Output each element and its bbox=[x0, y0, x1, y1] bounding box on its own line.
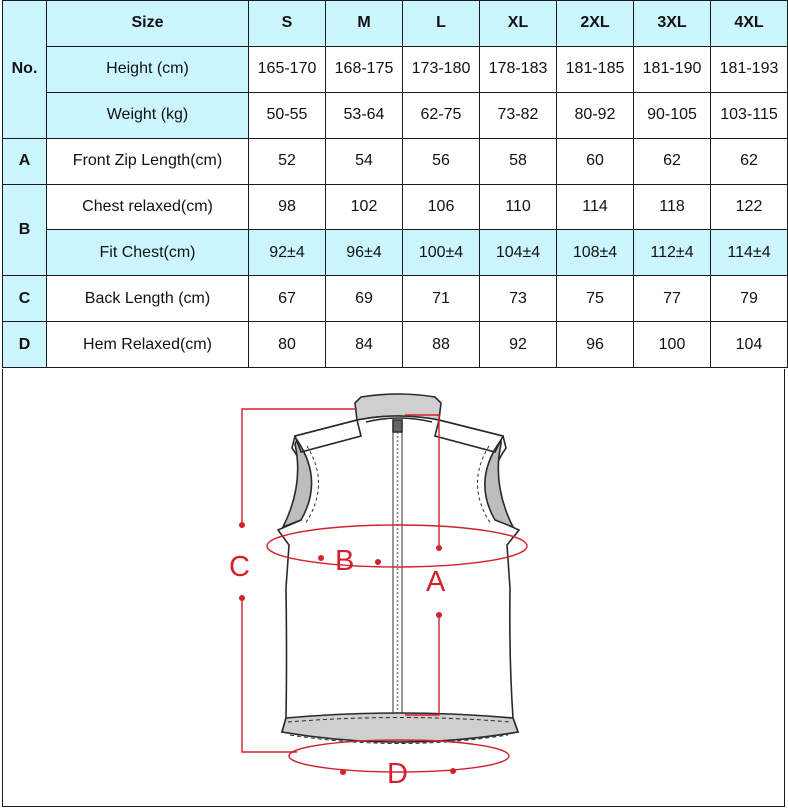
table-row bbox=[3, 92, 788, 138]
table-cell: 100±4 bbox=[403, 230, 480, 276]
table-cell: 92±4 bbox=[249, 230, 326, 276]
table-cell: 71 bbox=[403, 276, 480, 322]
table-row bbox=[3, 322, 788, 368]
row-label: Hem Relaxed(cm) bbox=[47, 322, 249, 368]
label-a: A bbox=[426, 566, 446, 598]
table-cell: 53-64 bbox=[326, 92, 403, 138]
table-cell: 75 bbox=[557, 276, 634, 322]
table-cell: 90-105 bbox=[634, 92, 711, 138]
size-header-2xl: 2XL bbox=[557, 1, 634, 47]
row-label: Front Zip Length(cm) bbox=[47, 138, 249, 184]
table-cell: 100 bbox=[634, 322, 711, 368]
table-cell: 108±4 bbox=[557, 230, 634, 276]
table-cell: 56 bbox=[403, 138, 480, 184]
table-cell: 80 bbox=[249, 322, 326, 368]
table-cell: 62 bbox=[634, 138, 711, 184]
table-cell: 67 bbox=[249, 276, 326, 322]
table-cell: 80-92 bbox=[557, 92, 634, 138]
table-row bbox=[3, 46, 788, 92]
table-cell: 168-175 bbox=[326, 46, 403, 92]
table-cell: 110 bbox=[480, 184, 557, 230]
table-cell: 52 bbox=[249, 138, 326, 184]
row-code: C bbox=[3, 276, 47, 322]
table-cell: 58 bbox=[480, 138, 557, 184]
label-d: D bbox=[387, 758, 408, 790]
size-header-l: L bbox=[403, 1, 480, 47]
table-cell: 114 bbox=[557, 184, 634, 230]
vest-measurement-diagram bbox=[2, 369, 785, 807]
table-cell: 114±4 bbox=[711, 230, 788, 276]
size-header-3xl: 3XL bbox=[634, 1, 711, 47]
row-label: Height (cm) bbox=[47, 46, 249, 92]
table-cell: 79 bbox=[711, 276, 788, 322]
table-cell: 54 bbox=[326, 138, 403, 184]
table-cell: 118 bbox=[634, 184, 711, 230]
header-row bbox=[3, 1, 788, 47]
label-c: C bbox=[229, 551, 250, 583]
table-cell: 173-180 bbox=[403, 46, 480, 92]
table-cell: 103-115 bbox=[711, 92, 788, 138]
table-cell: 77 bbox=[634, 276, 711, 322]
table-cell: 50-55 bbox=[249, 92, 326, 138]
size-header-4xl: 4XL bbox=[711, 1, 788, 47]
table-row bbox=[3, 276, 788, 322]
table-cell: 62 bbox=[711, 138, 788, 184]
table-cell: 96±4 bbox=[326, 230, 403, 276]
size-column-header: Size bbox=[47, 1, 249, 47]
table-cell: 106 bbox=[403, 184, 480, 230]
row-label: Chest relaxed(cm) bbox=[47, 184, 249, 230]
table-cell: 92 bbox=[480, 322, 557, 368]
size-chart-table bbox=[2, 0, 788, 368]
table-cell: 181-193 bbox=[711, 46, 788, 92]
table-cell: 104±4 bbox=[480, 230, 557, 276]
table-cell: 69 bbox=[326, 276, 403, 322]
table-cell: 102 bbox=[326, 184, 403, 230]
table-cell: 98 bbox=[249, 184, 326, 230]
table-cell: 62-75 bbox=[403, 92, 480, 138]
row-code: D bbox=[3, 322, 47, 368]
row-label: Back Length (cm) bbox=[47, 276, 249, 322]
table-row bbox=[3, 230, 788, 276]
table-row bbox=[3, 184, 788, 230]
row-label: Fit Chest(cm) bbox=[47, 230, 249, 276]
table-cell: 96 bbox=[557, 322, 634, 368]
table-cell: 181-190 bbox=[634, 46, 711, 92]
table-cell: 165-170 bbox=[249, 46, 326, 92]
row-code: B bbox=[3, 184, 47, 276]
no-column-header: No. bbox=[3, 1, 47, 139]
table-cell: 104 bbox=[711, 322, 788, 368]
vest-illustration bbox=[278, 394, 519, 744]
table-cell: 73 bbox=[480, 276, 557, 322]
size-header-m: M bbox=[326, 1, 403, 47]
table-cell: 60 bbox=[557, 138, 634, 184]
row-label: Weight (kg) bbox=[47, 92, 249, 138]
table-cell: 122 bbox=[711, 184, 788, 230]
table-row bbox=[3, 138, 788, 184]
table-cell: 112±4 bbox=[634, 230, 711, 276]
table-cell: 181-185 bbox=[557, 46, 634, 92]
table-cell: 88 bbox=[403, 322, 480, 368]
table-cell: 84 bbox=[326, 322, 403, 368]
size-header-s: S bbox=[249, 1, 326, 47]
label-b: B bbox=[335, 545, 355, 577]
table-cell: 73-82 bbox=[480, 92, 557, 138]
size-header-xl: XL bbox=[480, 1, 557, 47]
table-cell: 178-183 bbox=[480, 46, 557, 92]
row-code: A bbox=[3, 138, 47, 184]
